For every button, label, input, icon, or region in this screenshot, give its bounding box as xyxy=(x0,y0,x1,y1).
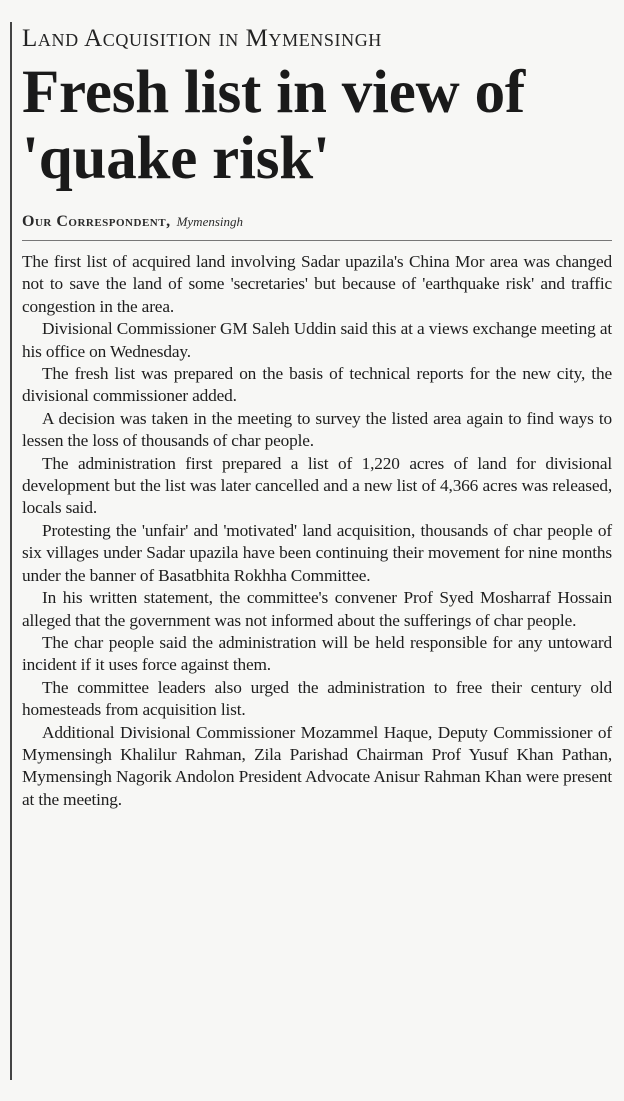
article-body xyxy=(22,251,612,811)
article xyxy=(22,0,612,811)
column-rule xyxy=(10,22,12,1080)
kicker: Land Acquisition in Mymensingh xyxy=(22,25,382,52)
paragraph: Protesting the 'unfair' and 'motivated' land acquisition, thousands of char people of six villages under Sadar upazila have been continuing their movement for nine months under the banner of Basatbhita Rokhha Committee. xyxy=(22,520,612,585)
paragraph: The administration first prepared a list of 1,220 acres of land for divisional development but the list was later cancelled and a new list of 4,366 acres was released, locals said. xyxy=(22,453,612,518)
paragraph: The char people said the administration will be held responsible for any untoward incident if it uses force against them. xyxy=(22,632,612,675)
byline-author: Our Correspondent, xyxy=(22,213,171,230)
paragraph: Additional Divisional Commissioner Mozammel Haque, Deputy Commissioner of Mymensingh Khalilur Rahman, Zila Parishad Chairman Prof Yusuf Khan Pathan, Mymensingh Nagorik Andolon President Advocate Anisur Rahman Khan were present at the meeting. xyxy=(22,722,612,809)
byline xyxy=(22,212,612,232)
paragraph: In his written statement, the committee's convener Prof Syed Mosharraf Hossain alleged that the government was not informed about the sufferings of char people. xyxy=(22,588,612,630)
paragraph: The fresh list was prepared on the basis of technical reports for the new city, the divisional commissioner added. xyxy=(22,364,612,406)
paragraph: The committee leaders also urged the administration to free their century old homesteads from acquisition list. xyxy=(22,677,612,720)
byline-location: Mymensingh xyxy=(176,214,244,229)
paragraph: Divisional Commissioner GM Saleh Uddin said this at a views exchange meeting at his office on Wednesday. xyxy=(22,319,612,361)
headline: Fresh list in view of 'quake risk' xyxy=(22,59,525,192)
byline-divider xyxy=(22,240,612,241)
paragraph: A decision was taken in the meeting to survey the listed area again to find ways to lessen the loss of thousands of char people. xyxy=(22,408,612,451)
paragraph: The first list of acquired land involving Sadar upazila's China Mor area was changed not to save the land of some 'secretaries' but because of 'earthquake risk' and traffic congestion in the area. xyxy=(22,252,612,316)
